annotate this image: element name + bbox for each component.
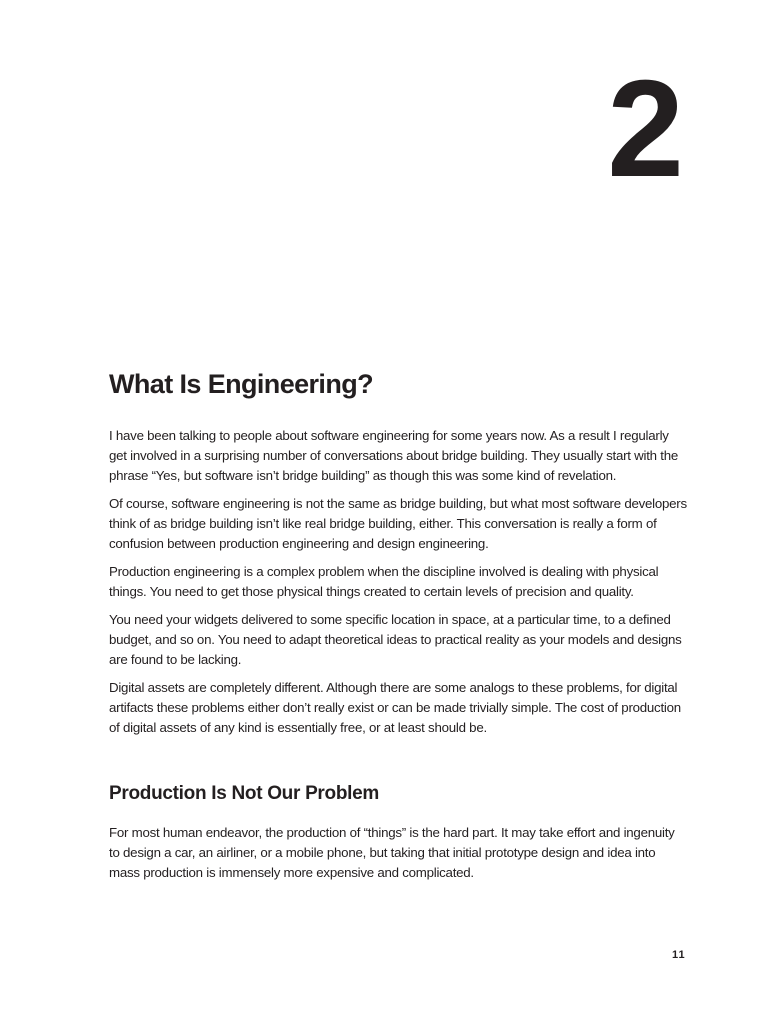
paragraph: I have been talking to people about software engineering for some years now. As a result I regularly get involved in a surprising number of conversations about bridge building. They usually start with the phrase “Yes, but software isn’t bridge building” as though this was some kind of revelation. bbox=[109, 428, 679, 484]
paragraph: Of course, software engineering is not the same as bridge building, but what most software developers think of as bridge building isn’t like real bridge building, either. This conversation is really a form of confusion between production engineering and design engineering. bbox=[109, 496, 687, 552]
chapter-title: What Is Engineering? bbox=[109, 369, 374, 399]
chapter-number: 2 bbox=[607, 52, 682, 206]
paragraph: You need your widgets delivered to some specific location in space, at a particular time, to a defined budget, and so on. You need to adapt theoretical ideas to practical reality as your models and designs are found to be lacking. bbox=[109, 612, 682, 668]
paragraph: For most human endeavor, the production of “things” is the hard part. It may take effort and ingenuity to design a car, an airliner, or a mobile phone, but taking that initial prototype design and idea into mass production is immensely more expensive and complicated. bbox=[109, 825, 675, 881]
section-title: Production Is Not Our Problem bbox=[109, 783, 379, 805]
page-number: 11 bbox=[672, 949, 686, 961]
paragraph: Production engineering is a complex problem when the discipline involved is dealing with physical things. You need to get those physical things created to certain levels of precision and quality. bbox=[109, 564, 659, 600]
page-content bbox=[109, 368, 687, 891]
paragraph: Digital assets are completely different. Although there are some analogs to these problems, for digital artifacts these problems either don’t really exist or can be made trivially simple. The cost of production of digital assets of any kind is essentially free, or at least should be. bbox=[109, 680, 681, 736]
